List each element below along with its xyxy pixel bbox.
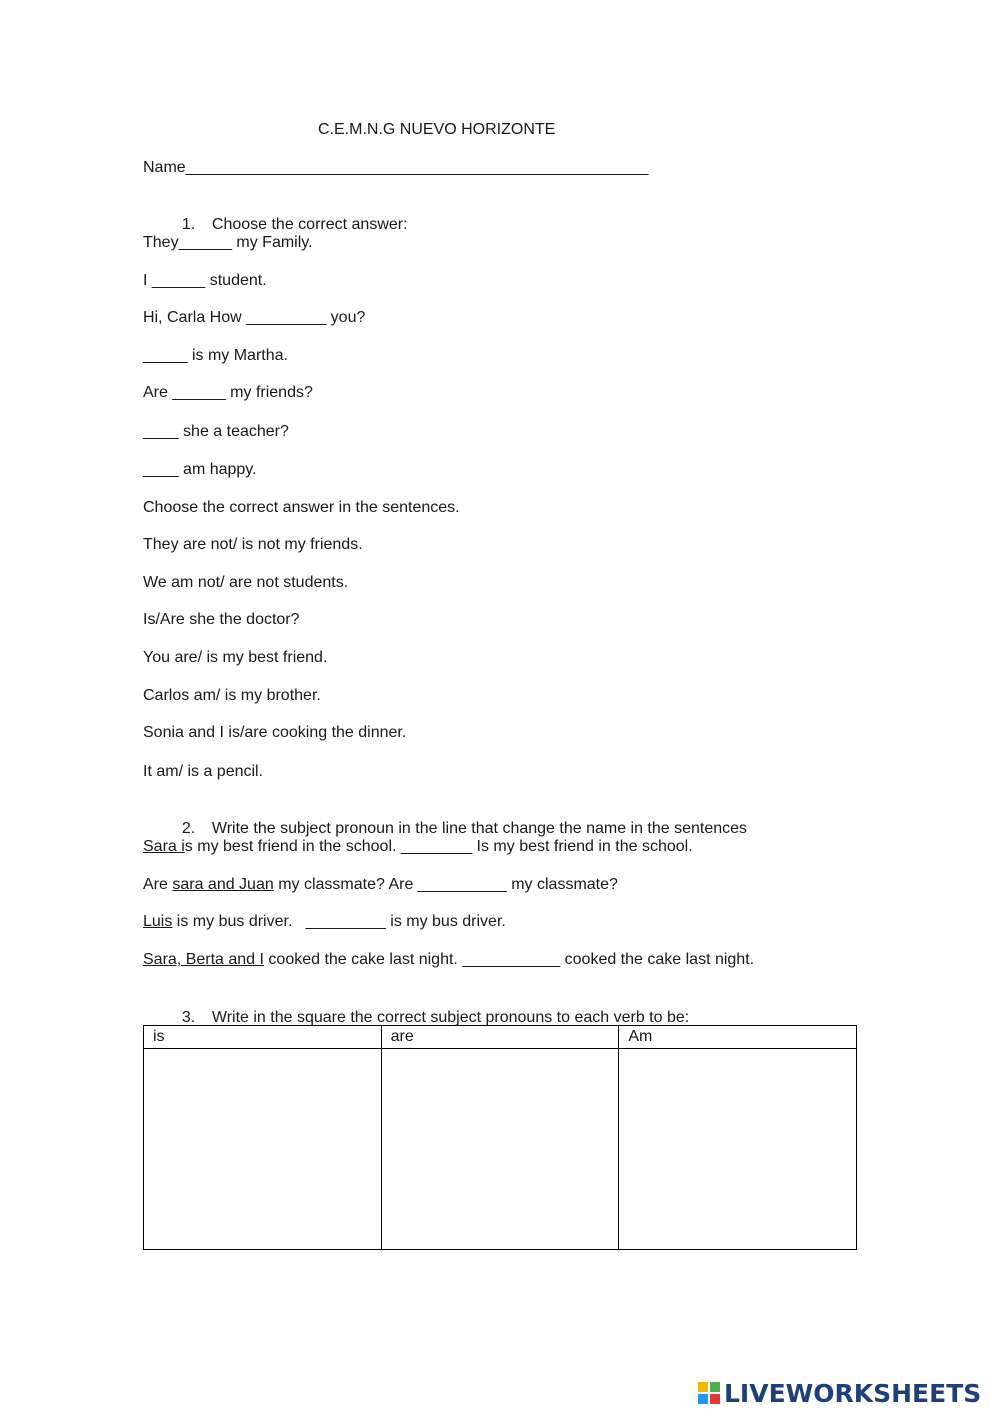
exercise-item[interactable]: They______ my Family. xyxy=(143,234,313,251)
pronoun-sentence[interactable]: Sara, Berta and I cooked the cake last night. ___________ cooked the cake last night. xyxy=(143,951,755,968)
pronoun-table xyxy=(143,1025,857,1250)
section-1-heading xyxy=(173,195,408,235)
heading-text: Write the subject pronoun in the line that change the name in the sentences xyxy=(211,820,748,837)
logo-text: LIVEWORKSHEETS xyxy=(724,1378,982,1408)
name-field[interactable]: Name____________________________________________________ xyxy=(143,159,649,176)
section-2-heading xyxy=(173,799,747,839)
underlined-name: Sara i xyxy=(143,838,185,855)
heading-text: Write in the square the correct subject pronouns to each verb to be: xyxy=(211,1009,690,1026)
choice-item[interactable]: Carlos am/ is my brother. xyxy=(143,687,321,704)
pronoun-sentence[interactable]: Luis is my bus driver. _________ is my bus driver. xyxy=(143,913,506,930)
choice-item[interactable]: You are/ is my best friend. xyxy=(143,649,328,666)
answer-cell-are[interactable] xyxy=(381,1049,619,1250)
underlined-name: sara and Juan xyxy=(172,876,274,893)
choice-item[interactable]: We am not/ are not students. xyxy=(143,574,349,591)
liveworksheets-logo xyxy=(698,1378,981,1408)
exercise-item[interactable]: Are ______ my friends? xyxy=(143,384,313,401)
exercise-item[interactable]: ____ am happy. xyxy=(143,461,257,478)
choice-item[interactable]: They are not/ is not my friends. xyxy=(143,536,363,553)
exercise-item[interactable]: I ______ student. xyxy=(143,272,267,289)
pronoun-sentence[interactable]: Sara is my best friend in the school. ________ Is my best friend in the school. xyxy=(143,838,693,855)
exercise-item[interactable]: Hi, Carla How _________ you? xyxy=(143,309,366,326)
column-header-are: are xyxy=(381,1026,619,1049)
column-header-am: Am xyxy=(619,1026,857,1049)
section-number: 3. xyxy=(181,1009,196,1026)
choice-subheading: Choose the correct answer in the sentences. xyxy=(143,499,460,516)
underlined-name: Luis xyxy=(143,913,173,930)
choice-item[interactable]: It am/ is a pencil. xyxy=(143,763,264,780)
choice-item[interactable]: Sonia and I is/are cooking the dinner. xyxy=(143,724,407,741)
answer-cell-is[interactable] xyxy=(144,1049,382,1250)
heading-text: Choose the correct answer: xyxy=(211,216,408,233)
section-number: 1. xyxy=(181,216,196,233)
underlined-name: Sara, Berta and I xyxy=(143,951,264,968)
logo-grid-icon xyxy=(698,1382,720,1404)
worksheet-title: C.E.M.N.G NUEVO HORIZONTE xyxy=(318,121,556,138)
column-header-is: is xyxy=(144,1026,382,1049)
choice-item[interactable]: Is/Are she the doctor? xyxy=(143,611,300,628)
answer-cell-am[interactable] xyxy=(619,1049,857,1250)
section-number: 2. xyxy=(181,820,196,837)
pronoun-sentence[interactable]: Are sara and Juan my classmate? Are __________ my classmate? xyxy=(143,876,618,893)
exercise-item[interactable]: _____ is my Martha. xyxy=(143,347,288,364)
section-3-heading xyxy=(173,988,689,1028)
exercise-item[interactable]: ____ she a teacher? xyxy=(143,423,289,440)
